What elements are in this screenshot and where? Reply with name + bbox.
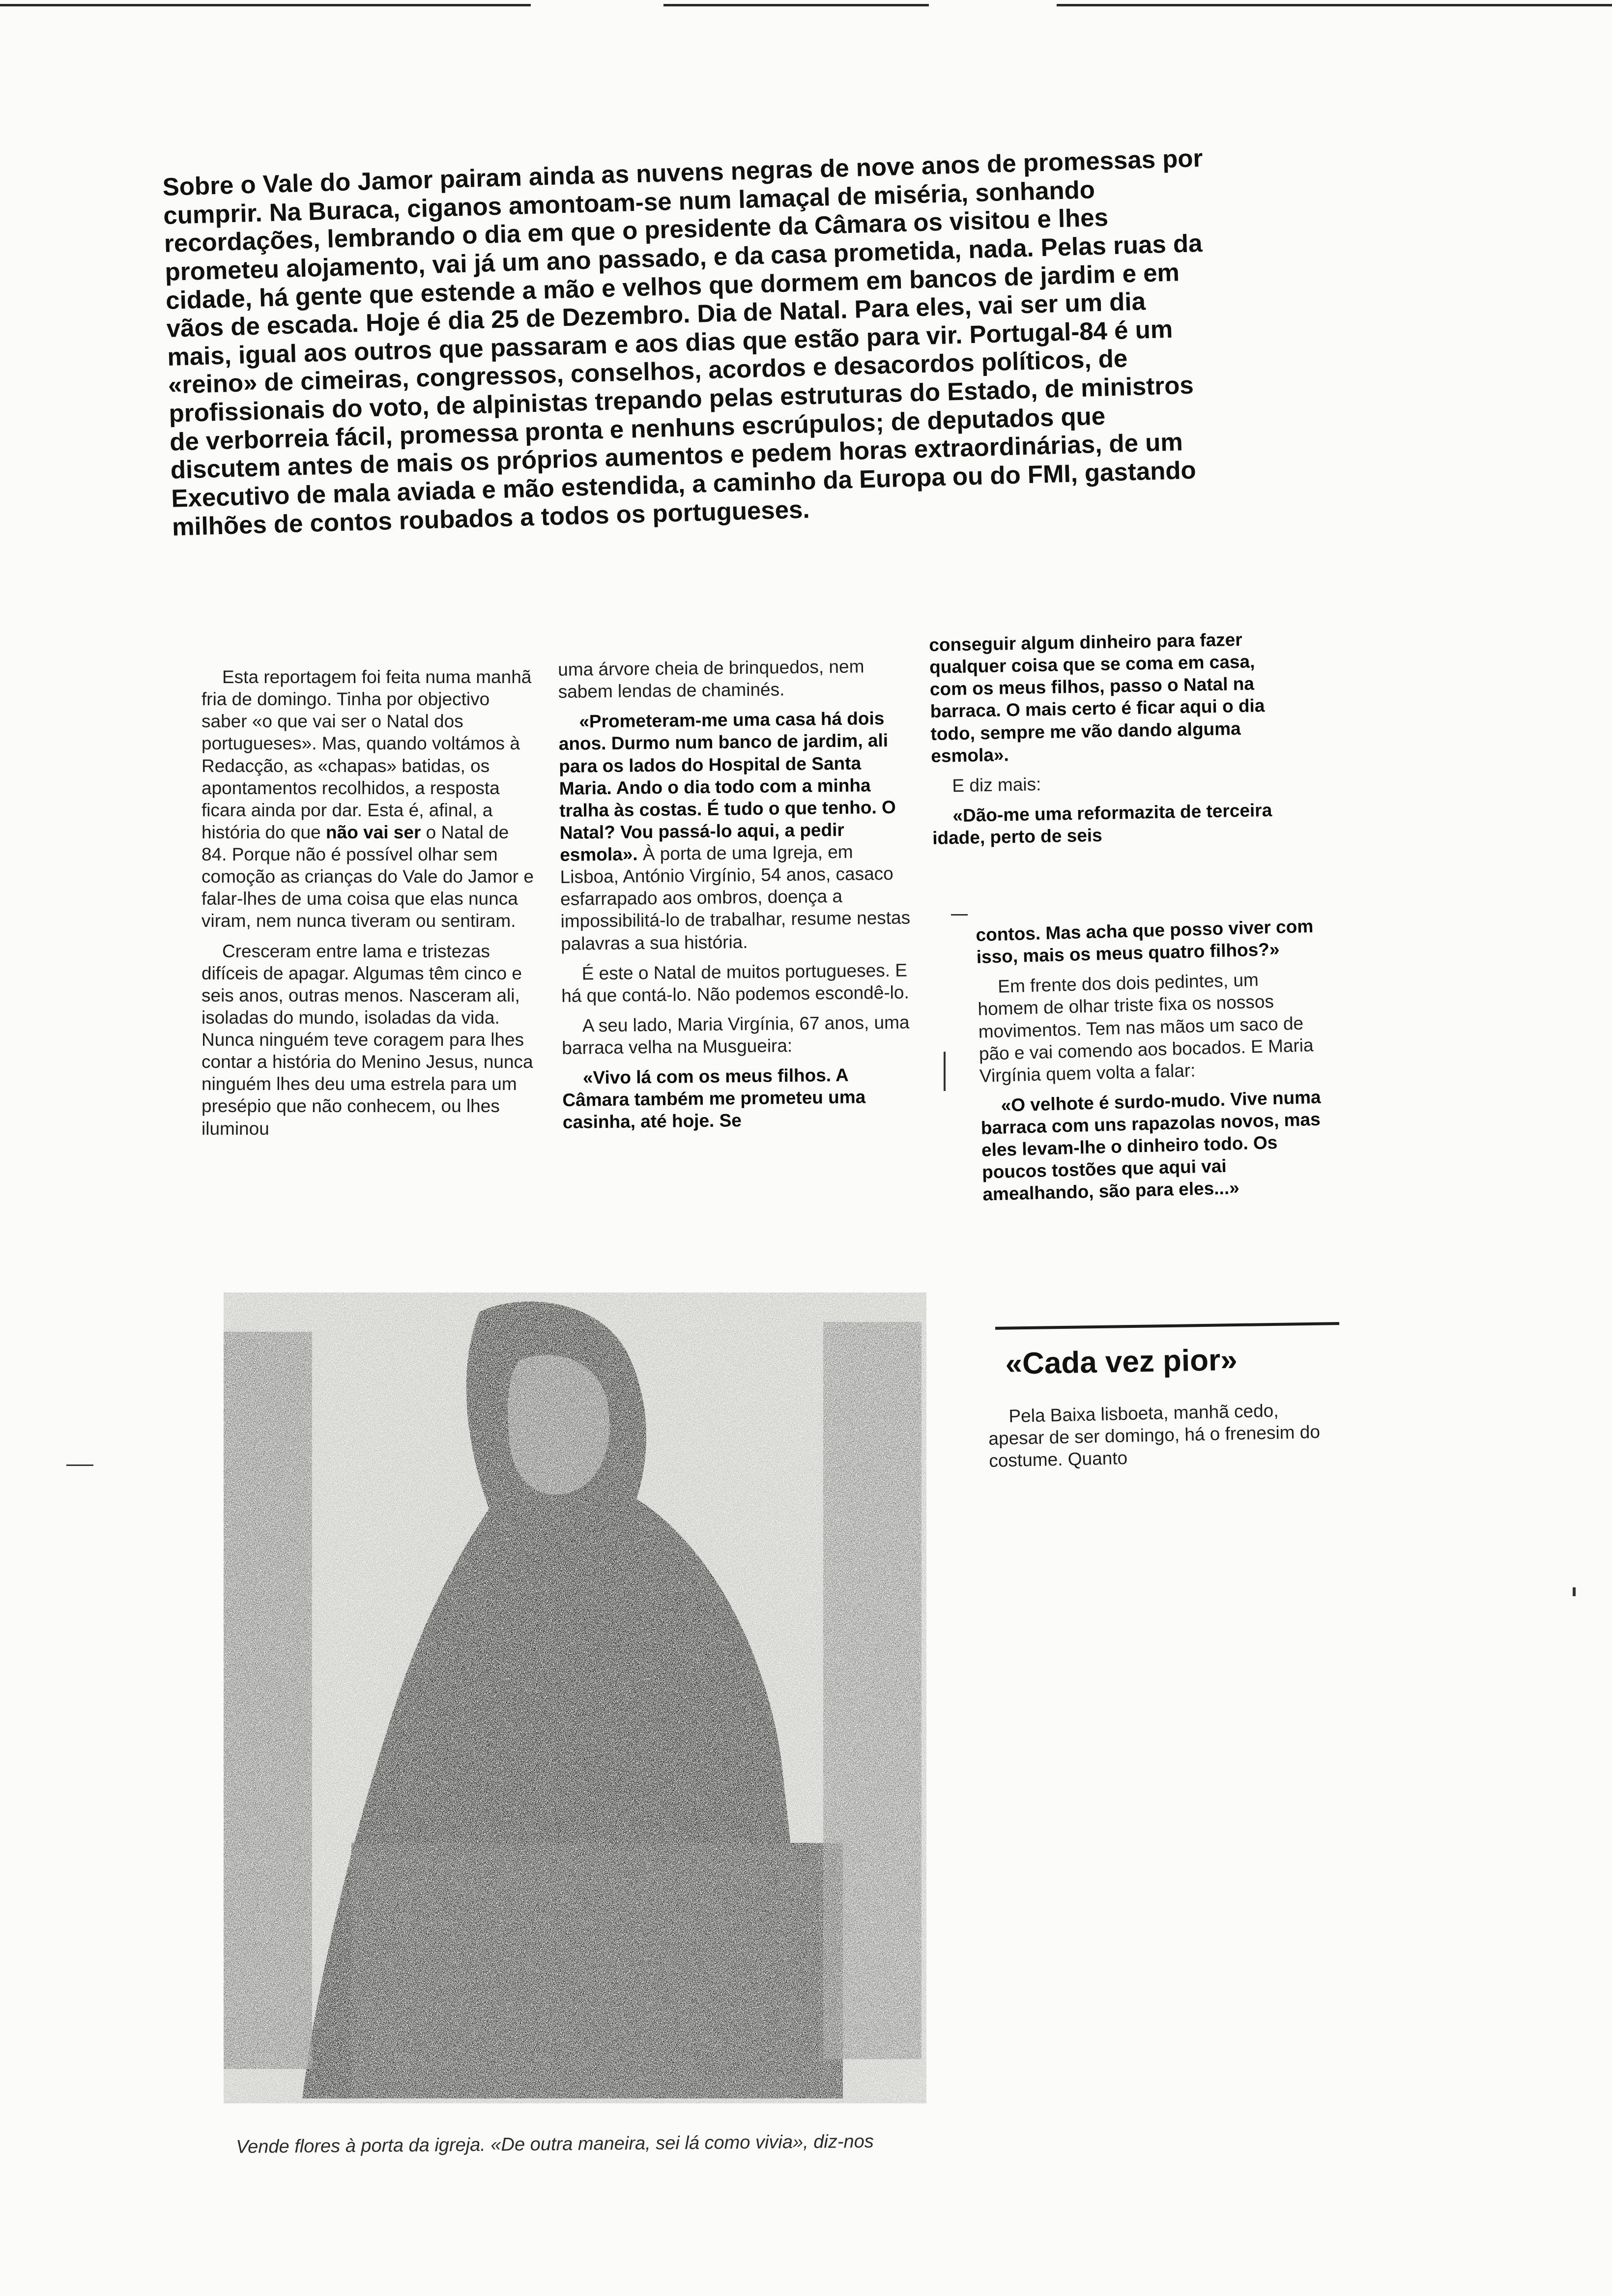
- column-2: [558, 655, 917, 1141]
- column-1: [202, 666, 536, 1148]
- col2-quote-2: «Vivo lá com os meus filhos. A Câmara também me prometeu uma casinha, até hoje. Se: [562, 1064, 866, 1133]
- col4-paragraph-1: Pela Baixa lisboeta, manhã cedo, apesar de ser domingo, há o frenesim do costume. Quanto: [988, 1400, 1321, 1471]
- col2-paragraph-1: uma árvore cheia de brinquedos, nem sabem lendas de chaminés.: [558, 656, 864, 702]
- margin-mark-right: [1573, 1587, 1576, 1596]
- col3-paragraph-1: [929, 628, 1285, 767]
- col1-paragraph-2: Cresceram entre lama e tristezas difíceis de apagar. Algumas têm cinco e seis anos, outras menos. Nasceram ali, isoladas do mundo, isoladas da vida. Nunca ninguém teve coragem para lhes contar a história do Menino Jesus, nunca ninguém lhes deu uma estrela para um presépio que não conhecem, ou lhes iluminou: [202, 941, 533, 1139]
- col3-quote-1: conseguir algum dinheiro para fazer qualquer coisa que se coma em casa, com os meus filhos, passo o Natal na barraca. O mais certo é ficar aqui o dia todo, sempre me vão dando alguma esmola».: [929, 629, 1265, 766]
- section-rule: [995, 1322, 1339, 1330]
- margin-mark-left: [66, 1464, 93, 1466]
- top-rule-left: [0, 4, 531, 6]
- photo-flower-seller: [224, 1292, 926, 2103]
- col1-paragraph-1: [202, 666, 536, 932]
- top-rule-center: [663, 4, 929, 6]
- margin-mark-col2: [951, 914, 968, 916]
- col3-paragraph-6: [980, 1086, 1327, 1205]
- col2-paragraph-3: É este o Natal de muitos portugueses. E há que contá-lo. Não podemos escondê-lo.: [561, 960, 909, 1006]
- top-rule-right: [1057, 4, 1612, 6]
- section-subhead: «Cada vez pior»: [1005, 1343, 1238, 1381]
- photo-caption: Vende flores à porta da igreja. «De outra maneira, sei lá como vivia», diz-nos: [236, 2131, 874, 2157]
- col2-paragraph-4: A seu lado, Maria Virgínia, 67 anos, uma barraca velha na Musgueira:: [562, 1012, 910, 1058]
- column-3-middle: [976, 915, 1327, 1214]
- col3-paragraph-5: Em frente dos dois pedintes, um homem de olhar triste fixa os nossos movimentos. Tem nas mãos um saco de pão e vai comendo aos bocados. E Maria Virgínia quem volta a falar:: [978, 970, 1314, 1086]
- col1-text-a: Esta reportagem foi feita numa manhã fria de domingo. Tinha por objectivo saber «o que vai ser o Natal dos portugueses». Mas, quando voltámos à Redacção, as «chapas» batidas, os apontamentos recolhidos, a resposta ficara ainda por dar. Esta é, afinal, a história do que: [202, 667, 532, 842]
- col3-paragraph-4: [976, 915, 1321, 969]
- column-3-top: [929, 628, 1287, 857]
- col3-paragraph-3: [932, 799, 1286, 849]
- column-4: [988, 1399, 1328, 1480]
- col2-quote-1: «Prometeram-me uma casa há dois anos. Durmo num banco de jardim, ali para os lados do Hospital de Santa Maria. Ando o dia todo com a minha tralha às costas. É tudo o que tenho. O Natal? Vou passá-lo aqui, a pedir esmola».: [558, 708, 896, 865]
- col1-bold-phrase: não vai ser: [326, 822, 421, 842]
- lead-paragraph: Sobre o Vale do Jamor pairam ainda as nuvens negras de nove anos de promessas por cumprir. Na Buraca, ciganos amontoam-se num lamaçal de miséria, sonhando recordações, lembrando o dia em que o presidente da Câmara os visitou e lhes prometeu alojamento, vai já um ano passado, e da casa prometida, nada. Pelas ruas da cidade, há gente que estende a mão e velhos que dormem em bancos de jardim e em vãos de escada. Hoje é dia 25 de Dezembro. Dia de Natal. Para eles, vai ser um dia mais, igual aos outros que passaram e aos dias que estão para vir. Portugal-84 é um «reino» de cimeiras, congressos, conselhos, acordos e desacordos políticos, de profissionais do voto, de alpinistas trepando pelas estruturas do Estado, de ministros de verborreia fácil, promessa pronta e nenhuns escrúpulos; de deputados que discutem antes de mais os próprios aumentos e pedem horas extraordinárias, de um Executivo de mala aviada e mão estendida, a caminho da Europa ou do FMI, gastando milhões de contos roubados a todos os portugueses.: [162, 144, 1204, 541]
- col3-quote-4: «O velhote é surdo-mudo. Vive numa barraca com uns rapazolas novos, mas eles levam-lhe o dinheiro todo. Os poucos tostões que aqui vai amealhando, são para eles...»: [980, 1087, 1322, 1205]
- col1-text-b: o Natal de 84. Porque não é possível olhar sem comoção as crianças do Vale do Jamor e falar-lhes de uma coisa que elas nunca viram, nem nunca tiveram ou sentiram.: [202, 822, 534, 931]
- margin-mark-col3: [944, 1052, 946, 1091]
- col2-paragraph-2: [558, 707, 915, 955]
- col3-paragraph-2: E diz mais:: [952, 774, 1041, 796]
- col2-paragraph-5: [562, 1063, 917, 1134]
- col2-text-2: À porta de uma Igreja, em Lisboa, António Virgínio, 54 anos, casaco esfarrapado aos ombros, doença a impossibilitá-lo de trabalhar, resume nestas palavras a sua história.: [560, 841, 911, 954]
- col3-quote-3: contos. Mas acha que posso viver com isso, mais os meus quatro filhos?»: [976, 916, 1314, 968]
- col3-quote-2: «Dão-me uma reformazita de terceira idade, perto de seis: [932, 800, 1272, 848]
